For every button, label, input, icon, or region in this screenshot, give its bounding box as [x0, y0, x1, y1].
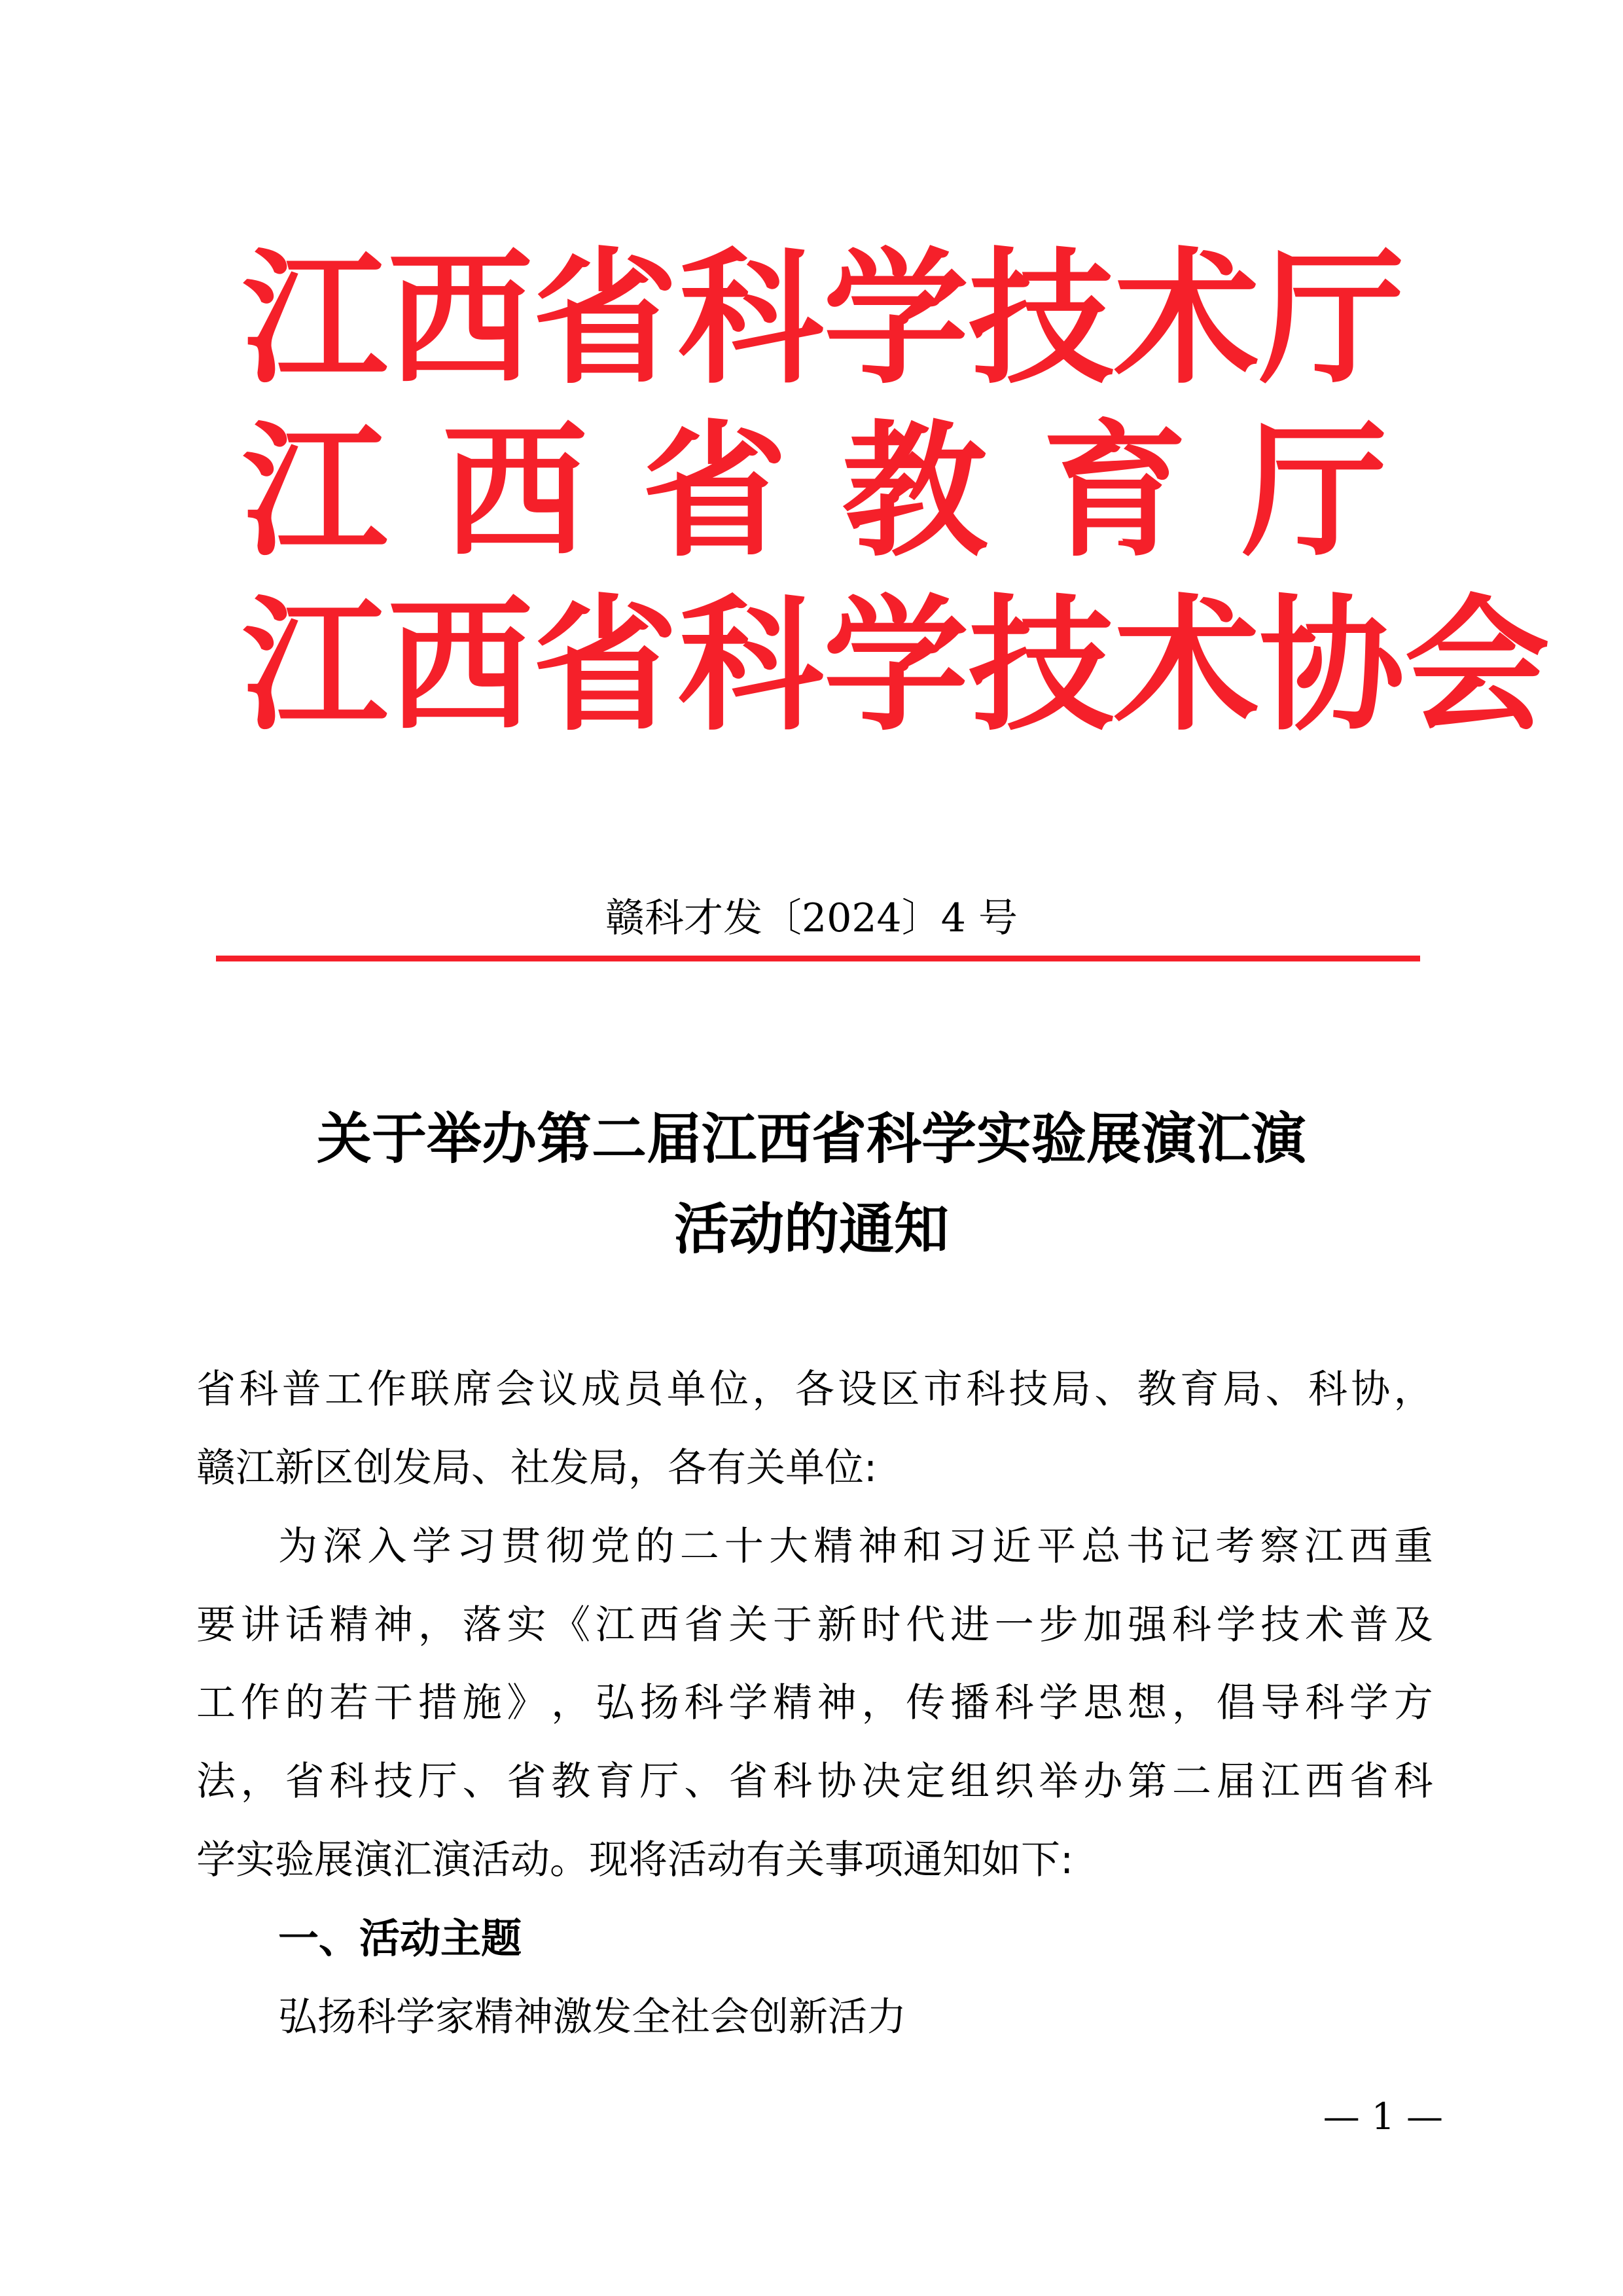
issuer-name-science-technology-department	[242, 234, 1404, 404]
text-character: 组	[950, 1759, 990, 1804]
text-character: 省	[507, 1759, 546, 1804]
text-character: 代	[906, 1602, 946, 1648]
paragraph-line-5: 学实验展演汇演活动。现将活动有关事项通知如下:	[196, 1837, 1074, 1883]
text-character: 讲	[240, 1602, 280, 1648]
text-character: 平	[1037, 1524, 1077, 1570]
issuer-character: 西	[442, 408, 588, 577]
text-character: 关	[728, 1602, 768, 1648]
text-character: 施	[462, 1680, 502, 1726]
text-character: 习	[456, 1524, 496, 1570]
text-character: 的	[285, 1680, 325, 1726]
text-character: 播	[950, 1680, 990, 1726]
text-character: 书	[1126, 1524, 1166, 1570]
text-character: 彻	[546, 1524, 586, 1570]
text-character: 精	[329, 1602, 369, 1648]
text-character: 科	[1171, 1602, 1211, 1648]
text-character: 江	[595, 1602, 635, 1648]
text-character: 学	[1349, 1680, 1389, 1726]
text-character: 省	[1349, 1759, 1389, 1804]
text-character: 强	[1128, 1602, 1168, 1648]
issuer-character: 厅	[1241, 408, 1387, 577]
issuer-character: 科	[678, 235, 823, 404]
text-character: 普	[281, 1367, 321, 1412]
text-character: 扬	[639, 1680, 679, 1726]
issuer-character: 协	[1259, 582, 1404, 751]
text-character: 江	[1260, 1759, 1300, 1804]
text-character: 倡	[1216, 1680, 1256, 1726]
addressee-line-1	[196, 1357, 1433, 1422]
text-character: 术	[1305, 1602, 1345, 1648]
text-character: 察	[1260, 1524, 1300, 1570]
paragraph-line-2	[196, 1592, 1433, 1658]
text-character: 办	[1083, 1759, 1123, 1804]
text-character: 技	[1260, 1602, 1300, 1648]
text-character: 位	[709, 1367, 749, 1412]
text-character: 员	[624, 1367, 664, 1412]
text-character: 》	[507, 1680, 546, 1726]
text-character: 省	[684, 1602, 724, 1648]
text-character: ，	[1393, 1367, 1433, 1412]
text-character: 重	[1393, 1524, 1433, 1570]
text-character: 导	[1260, 1680, 1300, 1726]
text-character: 落	[462, 1602, 502, 1648]
document-number: 赣科才发〔2024〕4 号	[605, 895, 1018, 941]
text-character: 第	[1128, 1759, 1168, 1804]
text-character: 方	[1393, 1680, 1433, 1726]
paragraph-line-3	[196, 1670, 1433, 1736]
text-character: ，	[240, 1759, 280, 1804]
issuer-name-education-department	[242, 407, 1387, 577]
text-character: 步	[1039, 1602, 1079, 1648]
text-character: 、	[684, 1759, 724, 1804]
text-character: 科	[966, 1367, 1006, 1412]
text-character: 科	[1305, 1680, 1345, 1726]
text-character: 神	[858, 1524, 898, 1570]
text-character: 省	[196, 1367, 236, 1412]
issuer-character: 育	[1042, 408, 1188, 577]
text-character: 设	[838, 1367, 878, 1412]
text-character: 为	[278, 1524, 317, 1570]
text-character: 话	[285, 1602, 325, 1648]
section-heading-activity-theme: 一、活动主题	[278, 1914, 522, 1962]
text-character: 成	[581, 1367, 621, 1412]
text-character: 要	[196, 1602, 236, 1648]
text-character: 市	[923, 1367, 963, 1412]
text-character: 厅	[418, 1759, 457, 1804]
text-character: 干	[374, 1680, 414, 1726]
page-number: — 1 —	[1323, 2096, 1443, 2138]
text-character: 加	[1083, 1602, 1123, 1648]
issuer-character: 江	[242, 408, 387, 577]
text-character: 举	[1039, 1759, 1079, 1804]
text-character: 、	[462, 1759, 502, 1804]
text-character: 技	[1008, 1367, 1048, 1412]
text-character: 科	[329, 1759, 369, 1804]
text-character: 学	[1039, 1680, 1079, 1726]
text-character: 教	[1137, 1367, 1177, 1412]
text-character: 织	[994, 1759, 1034, 1804]
text-character: 西	[639, 1602, 679, 1648]
issuer-character: 学	[823, 235, 969, 404]
text-character: 工	[196, 1680, 236, 1726]
issuer-character: 技	[969, 582, 1114, 751]
text-character: 进	[950, 1602, 990, 1648]
text-character: 决	[861, 1759, 901, 1804]
text-character: 单	[666, 1367, 706, 1412]
text-character: 科	[684, 1680, 724, 1726]
issuer-character: 西	[387, 582, 533, 751]
text-character: 会	[495, 1367, 535, 1412]
activity-theme-text: 弘扬科学家精神激发全社会创新活力	[278, 1994, 906, 2040]
issuer-character: 西	[387, 235, 533, 404]
text-character: 区	[880, 1367, 920, 1412]
text-character: 《	[551, 1602, 591, 1648]
text-character: 二	[679, 1524, 719, 1570]
text-character: 近	[992, 1524, 1031, 1570]
text-character: 定	[906, 1759, 946, 1804]
issuer-character: 省	[642, 408, 788, 577]
text-character: 措	[418, 1680, 457, 1726]
text-character: 习	[947, 1524, 987, 1570]
text-character: 各	[794, 1367, 834, 1412]
notice-title-line-2: 活动的通知	[673, 1196, 949, 1261]
text-character: ，	[1171, 1680, 1211, 1726]
text-character: 科	[239, 1367, 279, 1412]
text-character: 作	[240, 1680, 280, 1726]
addressee-line-2: 赣江新区创发局、社发局，各有关单位:	[196, 1445, 878, 1491]
text-character: 教	[551, 1759, 591, 1804]
issuer-character: 江	[242, 235, 387, 404]
text-character: 议	[538, 1367, 578, 1412]
text-character: 弘	[595, 1680, 635, 1726]
issuer-character: 江	[242, 582, 387, 751]
text-character: 精	[813, 1524, 853, 1570]
text-character: 、	[1265, 1367, 1305, 1412]
red-divider-line	[216, 956, 1420, 961]
text-character: 科	[1308, 1367, 1347, 1412]
text-character: ，	[861, 1680, 901, 1726]
issuer-character: 省	[533, 582, 678, 751]
text-character: 传	[906, 1680, 946, 1726]
text-character: 普	[1349, 1602, 1389, 1648]
text-character: 协	[817, 1759, 857, 1804]
text-character: 精	[772, 1680, 812, 1726]
text-character: 考	[1215, 1524, 1255, 1570]
text-character: 届	[1216, 1759, 1256, 1804]
text-character: ，	[752, 1367, 792, 1412]
text-character: 时	[861, 1602, 901, 1648]
paragraph-line-4	[196, 1749, 1433, 1814]
text-character: 入	[367, 1524, 407, 1570]
text-character: 贯	[501, 1524, 541, 1570]
text-character: 厅	[639, 1759, 679, 1804]
issuer-character: 术	[1114, 235, 1259, 404]
text-character: 育	[1179, 1367, 1219, 1412]
issuer-name-science-technology-association	[242, 581, 1550, 751]
text-character: 育	[595, 1759, 635, 1804]
text-character: 实	[507, 1602, 546, 1648]
issuer-character: 省	[533, 235, 678, 404]
text-character: ，	[551, 1680, 591, 1726]
text-character: 科	[994, 1680, 1034, 1726]
text-character: 省	[285, 1759, 325, 1804]
text-character: 学	[728, 1680, 768, 1726]
text-character: 科	[1393, 1759, 1433, 1804]
text-character: 工	[325, 1367, 365, 1412]
text-character: 大	[769, 1524, 809, 1570]
text-character: 西	[1305, 1759, 1345, 1804]
paragraph-line-1	[278, 1514, 1433, 1579]
text-character: 技	[374, 1759, 414, 1804]
text-character: 党	[590, 1524, 630, 1570]
text-character: 协	[1351, 1367, 1391, 1412]
text-character: 十	[724, 1524, 764, 1570]
issuer-character: 术	[1114, 582, 1259, 751]
text-character: 思	[1083, 1680, 1123, 1726]
text-character: 总	[1081, 1524, 1121, 1570]
text-character: 作	[367, 1367, 407, 1412]
issuer-character: 教	[842, 408, 988, 577]
text-character: 学	[1216, 1602, 1256, 1648]
text-character: ，	[418, 1602, 457, 1648]
text-character: 深	[323, 1524, 363, 1570]
issuer-character: 会	[1404, 582, 1550, 751]
text-character: 西	[1349, 1524, 1389, 1570]
text-character: 若	[329, 1680, 369, 1726]
text-character: 想	[1128, 1680, 1168, 1726]
text-character: 一	[994, 1602, 1034, 1648]
issuer-character: 学	[823, 582, 969, 751]
text-character: 江	[1304, 1524, 1344, 1570]
text-character: 新	[817, 1602, 857, 1648]
text-character: 省	[728, 1759, 768, 1804]
text-character: 、	[1094, 1367, 1134, 1412]
text-character: 于	[772, 1602, 812, 1648]
notice-title-line-1: 关于举办第二届江西省科学实验展演汇演	[316, 1106, 1306, 1171]
issuer-character: 科	[678, 582, 823, 751]
text-character: 联	[410, 1367, 450, 1412]
text-character: 席	[453, 1367, 493, 1412]
text-character: 二	[1171, 1759, 1211, 1804]
text-character: 及	[1393, 1602, 1433, 1648]
text-character: 神	[374, 1602, 414, 1648]
text-character: 科	[772, 1759, 812, 1804]
text-character: 局	[1222, 1367, 1262, 1412]
text-character: 记	[1170, 1524, 1210, 1570]
text-character: 的	[635, 1524, 675, 1570]
issuer-character: 厅	[1259, 235, 1404, 404]
text-character: 和	[902, 1524, 942, 1570]
text-character: 法	[196, 1759, 236, 1804]
issuer-character: 技	[969, 235, 1114, 404]
text-character: 局	[1051, 1367, 1091, 1412]
text-character: 神	[817, 1680, 857, 1726]
text-character: 学	[412, 1524, 452, 1570]
